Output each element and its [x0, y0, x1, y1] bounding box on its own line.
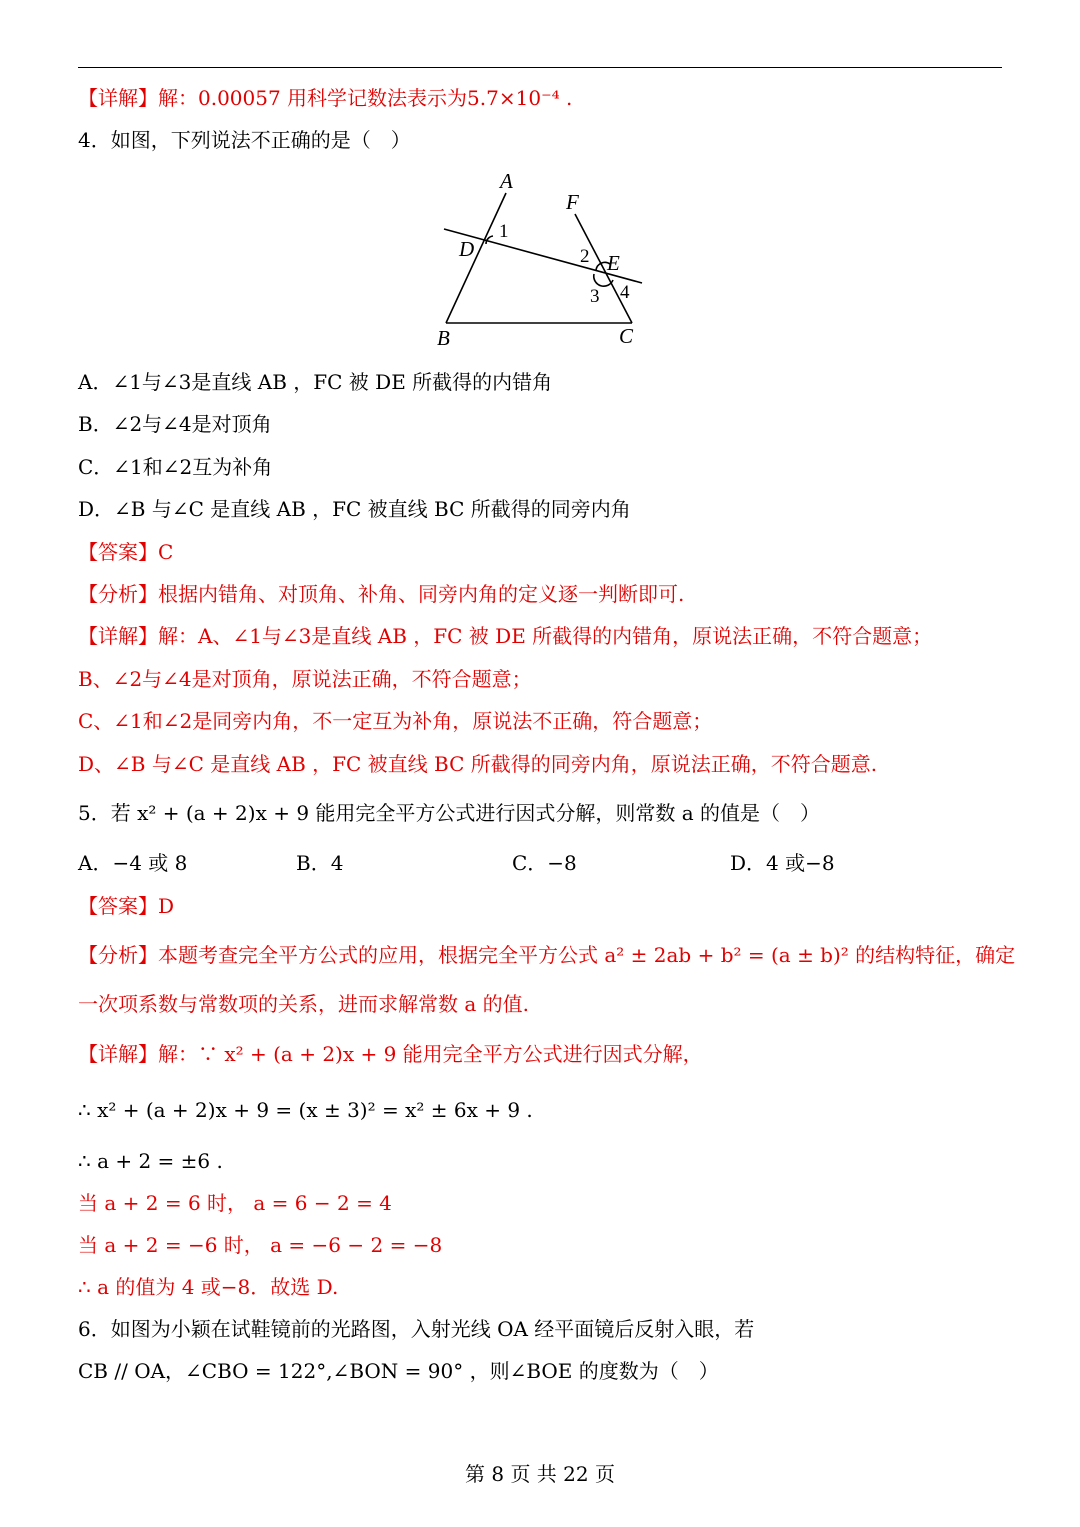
q5-detail-1: 【详解】解：∵ x² + (a + 2)x + 9 能用完全平方公式进行因式分解， — [78, 1042, 703, 1066]
q5-step-5: ∴ a 的值为 4 或−8．故选 D. — [78, 1275, 339, 1299]
label-2: 2 — [580, 246, 590, 267]
label-4: 4 — [620, 282, 630, 303]
label-d: D — [459, 237, 475, 261]
header-rule — [78, 67, 1002, 68]
q4-figure — [420, 165, 660, 355]
q4-detail-1: 【详解】解：A、∠1与∠3是直线 AB ，FC 被 DE 所截得的内错角，原说法正确，不符合题意； — [78, 624, 933, 648]
label-a: A — [500, 169, 513, 193]
label-f: F — [566, 190, 579, 214]
q5-option-b: B．4 — [296, 851, 344, 875]
q5-answer: 【答案】D — [78, 894, 175, 918]
label-1: 1 — [499, 221, 509, 242]
page-footer: 第 8 页 共 22 页 — [465, 1462, 615, 1486]
q6-stem-2: CB // OA，∠CBO = 122°,∠BON = 90° ，则∠BOE 的度数为（ ） — [78, 1359, 719, 1383]
q4-option-b: B．∠2与∠4是对顶角 — [78, 412, 272, 436]
label-e: E — [607, 251, 620, 275]
q4-option-c: C．∠1和∠2互为补角 — [78, 455, 273, 479]
line-fc — [575, 214, 632, 323]
q5-step-3: 当 a + 2 = 6 时， a = 6 − 2 = 4 — [78, 1191, 392, 1215]
q4-detail-2: B、∠2与∠4是对顶角，原说法正确，不符合题意； — [78, 667, 532, 691]
label-b: B — [437, 326, 450, 350]
q4-detail-3: C、∠1和∠2是同旁内角，不一定互为补角，原说法不正确，符合题意； — [78, 709, 713, 733]
q4-stem: 4．如图，下列说法不正确的是（ ） — [78, 128, 411, 152]
q4-option-d: D．∠B 与∠C 是直线 AB ，FC 被直线 BC 所截得的同旁内角 — [78, 497, 631, 521]
q4-analysis: 【分析】根据内错角、对顶角、补角、同旁内角的定义逐一判断即可. — [78, 582, 685, 606]
q5-option-c: C．−8 — [512, 851, 577, 875]
label-c: C — [619, 324, 634, 348]
q5-option-d: D．4 或−8 — [730, 851, 835, 875]
q5-step-1: ∴ x² + (a + 2)x + 9 = (x ± 3)² = x² ± 6x + 9 . — [78, 1098, 533, 1122]
q6-stem-1: 6．如图为小颖在试鞋镜前的光路图，入射光线 OA 经平面镜后反射入眼，若 — [78, 1317, 755, 1341]
q3-detail: 【详解】解：0.00057 用科学记数法表示为5.7×10⁻⁴ . — [78, 86, 573, 110]
line-ab — [446, 193, 506, 323]
q5-step-2: ∴ a + 2 = ±6 . — [78, 1149, 223, 1173]
q5-stem: 5．若 x² + (a + 2)x + 9 能用完全平方公式进行因式分解，则常数 a 的值是（ ） — [78, 801, 821, 825]
q4-answer: 【答案】C — [78, 540, 174, 564]
q5-step-4: 当 a + 2 = −6 时， a = −6 − 2 = −8 — [78, 1233, 443, 1257]
q5-analysis-1: 【分析】本题考查完全平方公式的应用，根据完全平方公式 a² ± 2ab + b² = (a ± b)² 的结构特征，确定 — [78, 943, 1016, 967]
q5-option-a: A．−4 或 8 — [78, 851, 188, 875]
q5-analysis-2: 一次项系数与常数项的关系，进而求解常数 a 的值. — [78, 992, 529, 1016]
label-3: 3 — [590, 286, 600, 307]
q4-option-a: A．∠1与∠3是直线 AB ，FC 被 DE 所截得的内错角 — [78, 370, 553, 394]
q4-detail-4: D、∠B 与∠C 是直线 AB ，FC 被直线 BC 所截得的同旁内角，原说法正确，不符合题意. — [78, 752, 878, 776]
